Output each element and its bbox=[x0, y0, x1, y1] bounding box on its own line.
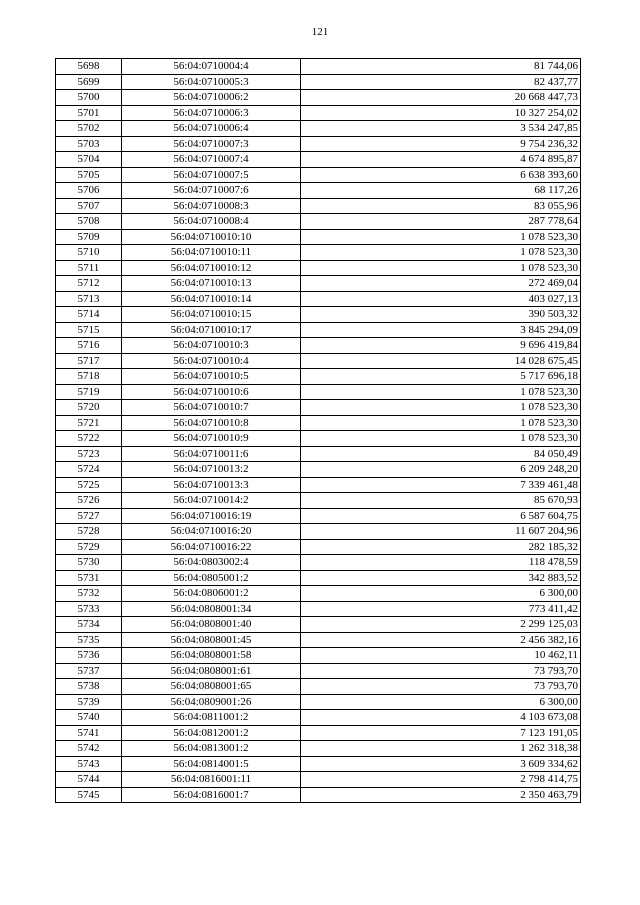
cadastral-number-cell: 56:04:0710008:3 bbox=[122, 198, 301, 214]
table-row bbox=[56, 663, 581, 679]
table-row bbox=[56, 74, 581, 90]
cadastral-value-cell: 4 103 673,08 bbox=[301, 710, 581, 726]
cadastral-number-cell: 56:04:0808001:58 bbox=[122, 648, 301, 664]
cadastral-value-cell: 84 050,49 bbox=[301, 446, 581, 462]
cadastral-value-cell: 287 778,64 bbox=[301, 214, 581, 230]
table-row bbox=[56, 601, 581, 617]
row-number-cell: 5703 bbox=[56, 136, 122, 152]
cadastral-value-cell: 272 469,04 bbox=[301, 276, 581, 292]
cadastral-value-cell: 10 327 254,02 bbox=[301, 105, 581, 121]
cadastral-number-cell: 56:04:0710011:6 bbox=[122, 446, 301, 462]
table-row bbox=[56, 694, 581, 710]
cadastral-number-cell: 56:04:0710010:6 bbox=[122, 384, 301, 400]
row-number-cell: 5704 bbox=[56, 152, 122, 168]
table-row bbox=[56, 183, 581, 199]
cadastral-value-cell: 9 754 236,32 bbox=[301, 136, 581, 152]
table-row bbox=[56, 276, 581, 292]
row-number-cell: 5710 bbox=[56, 245, 122, 261]
cadastral-value-cell: 6 209 248,20 bbox=[301, 462, 581, 478]
row-number-cell: 5698 bbox=[56, 59, 122, 75]
row-number-cell: 5732 bbox=[56, 586, 122, 602]
cadastral-number-cell: 56:04:0710010:13 bbox=[122, 276, 301, 292]
table-row bbox=[56, 787, 581, 803]
cadastral-number-cell: 56:04:0710010:17 bbox=[122, 322, 301, 338]
table-row bbox=[56, 260, 581, 276]
row-number-cell: 5707 bbox=[56, 198, 122, 214]
table-row bbox=[56, 679, 581, 695]
cadastral-number-cell: 56:04:0816001:7 bbox=[122, 787, 301, 803]
table-row bbox=[56, 152, 581, 168]
cadastral-value-cell: 3 845 294,09 bbox=[301, 322, 581, 338]
cadastral-value-cell: 6 300,00 bbox=[301, 694, 581, 710]
table-row bbox=[56, 369, 581, 385]
table-row bbox=[56, 539, 581, 555]
cadastral-number-cell: 56:04:0710007:4 bbox=[122, 152, 301, 168]
row-number-cell: 5705 bbox=[56, 167, 122, 183]
cadastral-number-cell: 56:04:0808001:40 bbox=[122, 617, 301, 633]
table-row bbox=[56, 167, 581, 183]
row-number-cell: 5740 bbox=[56, 710, 122, 726]
cadastral-value-cell: 773 411,42 bbox=[301, 601, 581, 617]
cadastral-value-cell: 1 078 523,30 bbox=[301, 260, 581, 276]
table-row bbox=[56, 90, 581, 106]
cadastral-number-cell: 56:04:0803002:4 bbox=[122, 555, 301, 571]
table-row bbox=[56, 105, 581, 121]
cadastral-number-cell: 56:04:0808001:61 bbox=[122, 663, 301, 679]
cadastral-number-cell: 56:04:0808001:45 bbox=[122, 632, 301, 648]
row-number-cell: 5745 bbox=[56, 787, 122, 803]
cadastral-number-cell: 56:04:0814001:5 bbox=[122, 756, 301, 772]
table-row bbox=[56, 446, 581, 462]
cadastral-number-cell: 56:04:0710010:10 bbox=[122, 229, 301, 245]
row-number-cell: 5709 bbox=[56, 229, 122, 245]
cadastral-number-cell: 56:04:0710013:3 bbox=[122, 477, 301, 493]
cadastral-value-cell: 85 670,93 bbox=[301, 493, 581, 509]
row-number-cell: 5716 bbox=[56, 338, 122, 354]
table-row bbox=[56, 431, 581, 447]
table-row bbox=[56, 756, 581, 772]
cadastral-number-cell: 56:04:0710010:9 bbox=[122, 431, 301, 447]
table-row bbox=[56, 338, 581, 354]
cadastral-value-cell: 2 456 382,16 bbox=[301, 632, 581, 648]
row-number-cell: 5729 bbox=[56, 539, 122, 555]
cadastral-value-cell: 7 339 461,48 bbox=[301, 477, 581, 493]
cadastral-number-cell: 56:04:0811001:2 bbox=[122, 710, 301, 726]
table-row bbox=[56, 353, 581, 369]
row-number-cell: 5730 bbox=[56, 555, 122, 571]
cadastral-number-cell: 56:04:0710006:3 bbox=[122, 105, 301, 121]
cadastral-number-cell: 56:04:0710010:12 bbox=[122, 260, 301, 276]
cadastral-number-cell: 56:04:0812001:2 bbox=[122, 725, 301, 741]
cadastral-value-cell: 6 300,00 bbox=[301, 586, 581, 602]
cadastral-value-cell: 6 638 393,60 bbox=[301, 167, 581, 183]
cadastral-value-cell: 82 437,77 bbox=[301, 74, 581, 90]
cadastral-number-cell: 56:04:0710005:3 bbox=[122, 74, 301, 90]
cadastral-value-cell: 1 078 523,30 bbox=[301, 431, 581, 447]
cadastral-number-cell: 56:04:0806001:2 bbox=[122, 586, 301, 602]
cadastral-value-cell: 2 798 414,75 bbox=[301, 772, 581, 788]
table-row bbox=[56, 214, 581, 230]
cadastral-value-cell: 2 350 463,79 bbox=[301, 787, 581, 803]
table-row bbox=[56, 555, 581, 571]
cadastral-value-cell: 73 793,70 bbox=[301, 663, 581, 679]
cadastral-number-cell: 56:04:0710010:7 bbox=[122, 400, 301, 416]
row-number-cell: 5702 bbox=[56, 121, 122, 137]
cadastral-number-cell: 56:04:0710010:15 bbox=[122, 307, 301, 323]
row-number-cell: 5713 bbox=[56, 291, 122, 307]
row-number-cell: 5736 bbox=[56, 648, 122, 664]
cadastral-value-cell: 390 503,32 bbox=[301, 307, 581, 323]
cadastral-number-cell: 56:04:0710014:2 bbox=[122, 493, 301, 509]
cadastral-number-cell: 56:04:0710010:4 bbox=[122, 353, 301, 369]
cadastral-value-cell: 1 078 523,30 bbox=[301, 400, 581, 416]
table-row bbox=[56, 462, 581, 478]
cadastral-value-cell: 20 668 447,73 bbox=[301, 90, 581, 106]
row-number-cell: 5722 bbox=[56, 431, 122, 447]
cadastral-value-cell: 68 117,26 bbox=[301, 183, 581, 199]
cadastral-number-cell: 56:04:0809001:26 bbox=[122, 694, 301, 710]
table-row bbox=[56, 648, 581, 664]
row-number-cell: 5726 bbox=[56, 493, 122, 509]
cadastral-value-cell: 7 123 191,05 bbox=[301, 725, 581, 741]
row-number-cell: 5731 bbox=[56, 570, 122, 586]
row-number-cell: 5737 bbox=[56, 663, 122, 679]
row-number-cell: 5721 bbox=[56, 415, 122, 431]
cadastral-number-cell: 56:04:0710010:14 bbox=[122, 291, 301, 307]
cadastral-number-cell: 56:04:0808001:65 bbox=[122, 679, 301, 695]
cadastral-number-cell: 56:04:0710016:20 bbox=[122, 524, 301, 540]
cadastral-number-cell: 56:04:0710010:3 bbox=[122, 338, 301, 354]
row-number-cell: 5708 bbox=[56, 214, 122, 230]
table-row bbox=[56, 586, 581, 602]
cadastral-number-cell: 56:04:0710013:2 bbox=[122, 462, 301, 478]
row-number-cell: 5739 bbox=[56, 694, 122, 710]
cadastral-number-cell: 56:04:0710010:11 bbox=[122, 245, 301, 261]
row-number-cell: 5718 bbox=[56, 369, 122, 385]
row-number-cell: 5738 bbox=[56, 679, 122, 695]
table-row bbox=[56, 725, 581, 741]
row-number-cell: 5741 bbox=[56, 725, 122, 741]
cadastral-number-cell: 56:04:0710008:4 bbox=[122, 214, 301, 230]
table-row bbox=[56, 741, 581, 757]
cadastral-number-cell: 56:04:0710010:8 bbox=[122, 415, 301, 431]
table-row bbox=[56, 121, 581, 137]
cadastral-value-cell: 118 478,59 bbox=[301, 555, 581, 571]
cadastral-value-cell: 2 299 125,03 bbox=[301, 617, 581, 633]
cadastral-value-cell: 6 587 604,75 bbox=[301, 508, 581, 524]
table-row bbox=[56, 136, 581, 152]
table-row bbox=[56, 307, 581, 323]
table-row bbox=[56, 384, 581, 400]
table-row bbox=[56, 291, 581, 307]
cadastral-value-cell: 3 609 334,62 bbox=[301, 756, 581, 772]
cadastral-number-cell: 56:04:0710007:5 bbox=[122, 167, 301, 183]
cadastral-value-cell: 9 696 419,84 bbox=[301, 338, 581, 354]
cadastral-value-cell: 1 078 523,30 bbox=[301, 415, 581, 431]
table-row bbox=[56, 415, 581, 431]
table-row bbox=[56, 508, 581, 524]
cadastral-number-cell: 56:04:0805001:2 bbox=[122, 570, 301, 586]
page-number: 121 bbox=[311, 26, 329, 38]
cadastral-value-cell: 11 607 204,96 bbox=[301, 524, 581, 540]
row-number-cell: 5706 bbox=[56, 183, 122, 199]
cadastral-number-cell: 56:04:0710016:19 bbox=[122, 508, 301, 524]
table-row bbox=[56, 524, 581, 540]
cadastral-value-table bbox=[55, 58, 581, 803]
table-row bbox=[56, 229, 581, 245]
cadastral-value-cell: 3 534 247,85 bbox=[301, 121, 581, 137]
row-number-cell: 5724 bbox=[56, 462, 122, 478]
table-row bbox=[56, 198, 581, 214]
table-row bbox=[56, 245, 581, 261]
cadastral-number-cell: 56:04:0710006:4 bbox=[122, 121, 301, 137]
cadastral-number-cell: 56:04:0816001:11 bbox=[122, 772, 301, 788]
row-number-cell: 5715 bbox=[56, 322, 122, 338]
row-number-cell: 5719 bbox=[56, 384, 122, 400]
table-row bbox=[56, 493, 581, 509]
cadastral-value-cell: 4 674 895,87 bbox=[301, 152, 581, 168]
row-number-cell: 5720 bbox=[56, 400, 122, 416]
table-row bbox=[56, 710, 581, 726]
cadastral-value-cell: 1 262 318,38 bbox=[301, 741, 581, 757]
row-number-cell: 5700 bbox=[56, 90, 122, 106]
table-body bbox=[56, 59, 581, 803]
row-number-cell: 5717 bbox=[56, 353, 122, 369]
cadastral-number-cell: 56:04:0808001:34 bbox=[122, 601, 301, 617]
cadastral-number-cell: 56:04:0710007:3 bbox=[122, 136, 301, 152]
row-number-cell: 5699 bbox=[56, 74, 122, 90]
table-row bbox=[56, 570, 581, 586]
row-number-cell: 5723 bbox=[56, 446, 122, 462]
table-row bbox=[56, 400, 581, 416]
cadastral-value-cell: 83 055,96 bbox=[301, 198, 581, 214]
cadastral-value-cell: 73 793,70 bbox=[301, 679, 581, 695]
cadastral-value-cell: 403 027,13 bbox=[301, 291, 581, 307]
row-number-cell: 5742 bbox=[56, 741, 122, 757]
row-number-cell: 5744 bbox=[56, 772, 122, 788]
table-row bbox=[56, 617, 581, 633]
cadastral-number-cell: 56:04:0710016:22 bbox=[122, 539, 301, 555]
cadastral-value-cell: 1 078 523,30 bbox=[301, 384, 581, 400]
table-row bbox=[56, 59, 581, 75]
cadastral-number-cell: 56:04:0813001:2 bbox=[122, 741, 301, 757]
row-number-cell: 5728 bbox=[56, 524, 122, 540]
cadastral-number-cell: 56:04:0710010:5 bbox=[122, 369, 301, 385]
row-number-cell: 5727 bbox=[56, 508, 122, 524]
cadastral-value-cell: 282 185,32 bbox=[301, 539, 581, 555]
row-number-cell: 5735 bbox=[56, 632, 122, 648]
cadastral-value-cell: 10 462,11 bbox=[301, 648, 581, 664]
row-number-cell: 5701 bbox=[56, 105, 122, 121]
table-row bbox=[56, 772, 581, 788]
cadastral-value-cell: 1 078 523,30 bbox=[301, 229, 581, 245]
row-number-cell: 5743 bbox=[56, 756, 122, 772]
cadastral-value-cell: 5 717 696,18 bbox=[301, 369, 581, 385]
row-number-cell: 5733 bbox=[56, 601, 122, 617]
cadastral-number-cell: 56:04:0710007:6 bbox=[122, 183, 301, 199]
cadastral-value-cell: 14 028 675,45 bbox=[301, 353, 581, 369]
table-row bbox=[56, 477, 581, 493]
cadastral-number-cell: 56:04:0710006:2 bbox=[122, 90, 301, 106]
row-number-cell: 5712 bbox=[56, 276, 122, 292]
cadastral-value-cell: 1 078 523,30 bbox=[301, 245, 581, 261]
table-row bbox=[56, 632, 581, 648]
cadastral-number-cell: 56:04:0710004:4 bbox=[122, 59, 301, 75]
row-number-cell: 5734 bbox=[56, 617, 122, 633]
row-number-cell: 5714 bbox=[56, 307, 122, 323]
table-row bbox=[56, 322, 581, 338]
row-number-cell: 5711 bbox=[56, 260, 122, 276]
row-number-cell: 5725 bbox=[56, 477, 122, 493]
cadastral-value-cell: 342 883,52 bbox=[301, 570, 581, 586]
cadastral-value-cell: 81 744,06 bbox=[301, 59, 581, 75]
